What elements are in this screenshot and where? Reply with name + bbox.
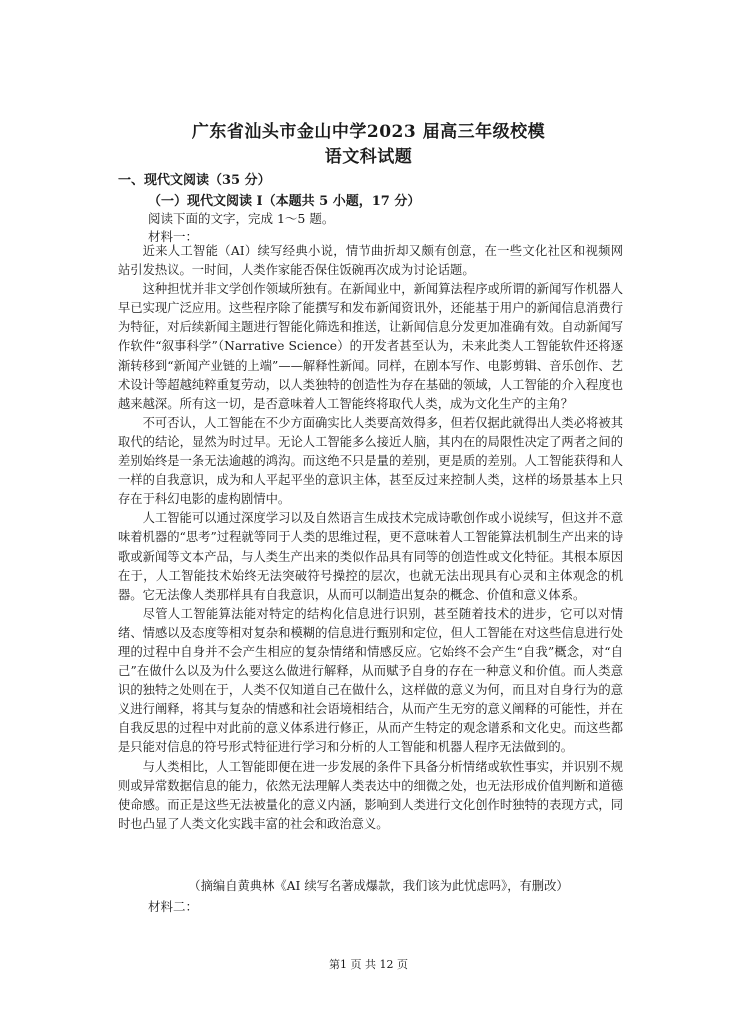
article-paragraph: 这种担忧并非文学创作领域所独有。在新闻业中，新闻算法程序或所谓的新闻写作机器人早已实现广泛应用。这些程序除了能撰写和发布新闻资讯外，还能基于用户的新闻信息消费行为特征，对后续新闻主题进行智能化筛选和推送，让新闻信息分发更加准确有效。自动新闻写作软件“叙事科学”（Narrative Science）的开发者甚至认为，未来此类人工智能软件还将逐渐转移到“新闻产业链的上端”——解释性新闻。同样，在剧本写作、电影剪辑、音乐创作、艺术设计等超越纯粹重复劳动，以人类独特的创造性为存在基础的领域，人工智能的介入程度也越来越深。所有这一切，是否意味着人工智能终将取代人类，成为文化生产的主角？ <box>118 282 623 411</box>
article-body <box>118 242 623 834</box>
exam-title-line2: 语文科试题 <box>324 147 413 167</box>
subsection-heading: （一）现代文阅读 I（本题共 5 小题，17 分） <box>148 194 421 209</box>
article-paragraph: 尽管人工智能算法能对特定的结构化信息进行识别，甚至随着技术的进步，它可以对情绪、情感以及态度等相对复杂和模糊的信息进行甄别和定位，但人工智能在对这些信息进行处理的过程中自身并不会产生相应的复杂情绪和情感反应。它始终不会产生“自我”概念，对“自己”在做什么以及为什么要这么做进行解释，从而赋予自身的存在一种意义和价值。而人类意识的独特之处则在于，人类不仅知道自己在做什么，这样做的意义为何，而且对自身行为的意义进行阐释，将其与复杂的情感和社会语境相结合，从而产生无穷的意义阐释的可能性，并在自我反思的过程中对此前的意义体系进行修正，从而产生特定的观念谱系和文化史。而这些都是只能对信息的符号形式特征进行学习和分析的人工智能和机器人程序无法做到的。 <box>118 606 623 755</box>
section-heading: 一、现代文阅读（35 分） <box>118 173 271 188</box>
article-source: （摘编自黄典林《AI 续写名著成爆款，我们该为此忧虑吗》，有删改） <box>188 879 569 893</box>
article-paragraph: 人工智能可以通过深度学习以及自然语言生成技术完成诗歌创作或小说续写，但这并不意味着机器的“思考”过程就等同于人类的思维过程，更不意味着人工智能算法机制生产出来的诗歌或新闻等文本产品，与人类生产出来的类似作品具有同等的创造性或文化特征。其根本原因在于，人工智能技术始终无法突破符号操控的层次，也就无法出现具有心灵和主体观念的机器。它无法像人类那样具有自我意识，从而可以制造出复杂的概念、价值和意义体系。 <box>118 511 623 602</box>
article-paragraph: 与人类相比，人工智能即便在进一步发展的条件下具备分析情绪或软性事实，并识别不规则或异常数据信息的能力，依然无法理解人类表达中的细微之处，也无法形成价值判断和道德使命感。而正是这些无法被量化的意义内涵，影响到人类进行文化创作时独特的表现方式，同时也凸显了人类文化实践丰富的社会和政治意义。 <box>118 759 623 831</box>
page-number: 第1 页 共 12 页 <box>329 958 408 971</box>
material2-label: 材料二： <box>148 899 199 914</box>
article-paragraph: 不可否认，人工智能在不少方面确实比人类要高效得多，但若仅据此就得出人类必将被其取代的结论，显然为时过早。无论人工智能多么接近人脑，其内在的局限性决定了两者之间的差别始终是一条无法逾越的鸿沟。而这绝不只是量的差别，更是质的差别。人工智能获得和人一样的自我意识，成为和人平起平坐的意识主体，甚至反过来控制人类，这样的场景基本上只存在于科幻电影的虚构剧情中。 <box>118 415 623 507</box>
exam-title-line1: 广东省汕头市金山中学2023 届高三年级校模 <box>191 122 546 142</box>
article-paragraph: 近来人工智能（AI）续写经典小说，情节曲折却又颇有创意，在一些文化社区和视频网站引发热议。一时间，人类作家能否保住饭碗再次成为讨论话题。 <box>118 244 623 278</box>
reading-instruction: 阅读下面的文字，完成 1～5 题。 <box>148 211 335 226</box>
material1-label: 材料一： <box>148 229 199 244</box>
